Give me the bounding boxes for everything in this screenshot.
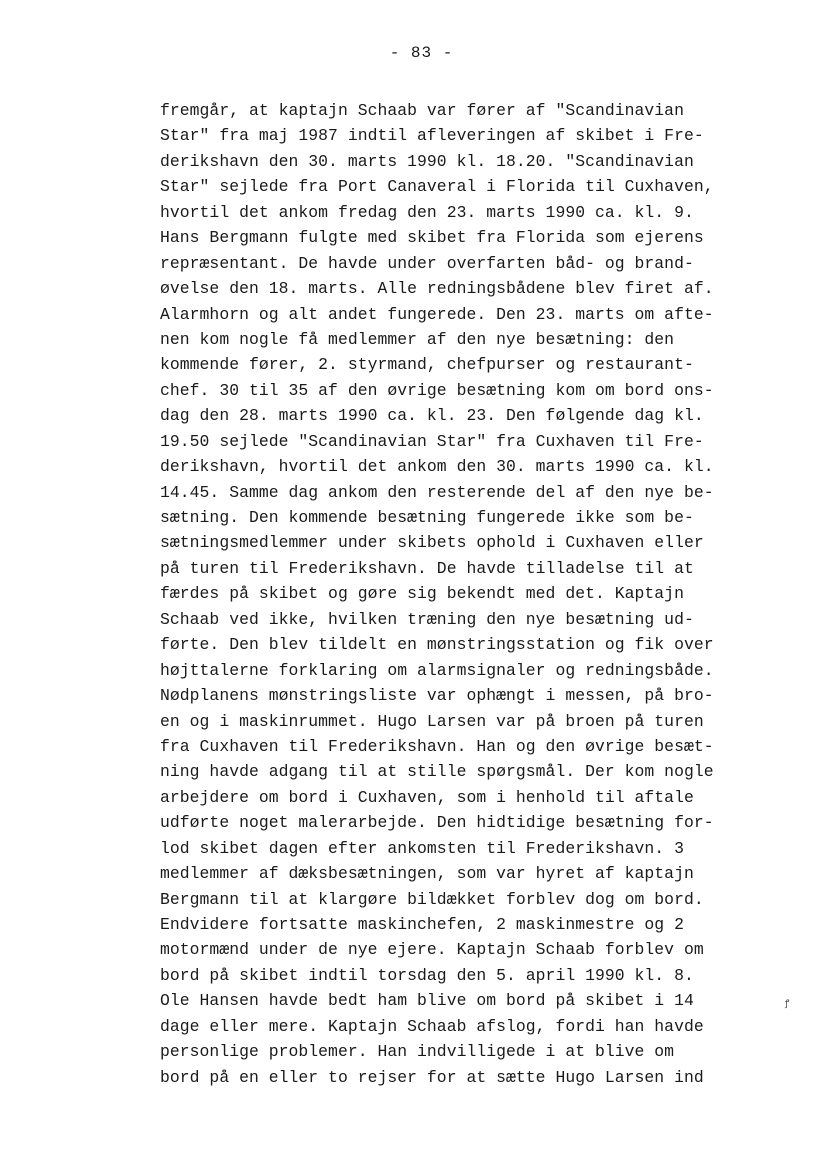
text-line: hvortil det ankom fredag den 23. marts 1990 ca. kl. 9.	[160, 202, 694, 222]
text-line: sætning. Den kommende besætning fungerede ikke som be-	[160, 508, 694, 527]
text-line: Star" sejlede fra Port Canaveral i Florida til Cuxhaven,	[160, 177, 714, 197]
text-line: dag den 28. marts 1990 ca. kl. 23. Den følgende dag kl.	[160, 406, 704, 426]
text-line: dage eller mere. Kaptajn Schaab afslog, fordi han havde	[160, 1016, 704, 1036]
text-line: Endvidere fortsatte maskinchefen, 2 maskinmestre og 2	[160, 915, 684, 934]
text-line: 14.45. Samme dag ankom den resterende del af den nye be-	[160, 482, 714, 502]
page-number: - 83 -	[389, 44, 454, 62]
text-line: øvelse den 18. marts. Alle redningsbådene blev firet af.	[160, 279, 714, 299]
text-line: arbejdere om bord i Cuxhaven, som i henhold til aftale	[160, 787, 694, 807]
text-line: færdes på skibet og gøre sig bekendt med det. Kaptajn	[160, 584, 684, 604]
text-line: ning havde adgang til at stille spørgsmål. Der kom nogle	[160, 762, 714, 782]
text-line: Alarmhorn og alt andet fungerede. Den 23. marts om afte-	[160, 304, 714, 324]
text-line: en og i maskinrummet. Hugo Larsen var på broen på turen	[160, 711, 704, 731]
text-line: Hans Bergmann fulgte med skibet fra Florida som ejerens	[160, 228, 704, 248]
text-line: bord på skibet indtil torsdag den 5. april 1990 kl. 8.	[160, 965, 694, 985]
text-line: udførte noget malerarbejde. Den hidtidige besætning for-	[160, 813, 714, 833]
text-line: motormænd under de nye ejere. Kaptajn Schaab forblev om	[160, 940, 704, 960]
text-line: 19.50 sejlede "Scandinavian Star" fra Cuxhaven til Fre-	[160, 431, 704, 451]
text-line: repræsentant. De havde under overfarten båd- og brand-	[160, 253, 694, 273]
text-line: nen kom nogle få medlemmer af den nye besætning: den	[160, 329, 675, 349]
text-line: fra Cuxhaven til Frederikshavn. Han og den øvrige besæt-	[160, 736, 714, 756]
text-line: Bergmann til at klargøre bildækket forblev dog om bord.	[160, 889, 704, 909]
margin-mark: ꝭ	[785, 999, 790, 1009]
text-line: medlemmer af dæksbesætningen, som var hyret af kaptajn	[160, 864, 694, 884]
text-line: Star" fra maj 1987 indtil afleveringen af skibet i Fre-	[160, 126, 704, 146]
text-line: Schaab ved ikke, hvilken træning den nye besætning ud-	[160, 609, 694, 629]
text-line: Ole Hansen havde bedt ham blive om bord på skibet i 14	[160, 991, 694, 1011]
text-line: sætningsmedlemmer under skibets ophold i Cuxhaven eller	[160, 533, 704, 553]
text-line: Nødplanens mønstringsliste var ophængt i messen, på bro-	[160, 686, 714, 706]
text-line: fremgår, at kaptajn Schaab var fører af "Scandinavian	[160, 101, 684, 120]
body-text	[160, 98, 740, 1090]
text-line: personlige problemer. Han indvilligede i at blive om	[160, 1042, 675, 1062]
text-line: lod skibet dagen efter ankomsten til Frederikshavn. 3	[160, 838, 684, 858]
text-line: kommende fører, 2. styrmand, chefpurser og restaurant-	[160, 355, 694, 375]
text-line: på turen til Frederikshavn. De havde tilladelse til at	[160, 558, 694, 578]
text-line: derikshavn den 30. marts 1990 kl. 18.20. "Scandinavian	[160, 151, 694, 171]
text-line: bord på en eller to rejser for at sætte Hugo Larsen ind	[160, 1067, 704, 1087]
text-line: førte. Den blev tildelt en mønstringsstation og fik over	[160, 635, 714, 655]
text-line: derikshavn, hvortil det ankom den 30. marts 1990 ca. kl.	[160, 457, 714, 477]
text-line: chef. 30 til 35 af den øvrige besætning kom om bord ons-	[160, 380, 714, 400]
text-line: højttalerne forklaring om alarmsignaler og redningsbåde.	[160, 660, 714, 680]
